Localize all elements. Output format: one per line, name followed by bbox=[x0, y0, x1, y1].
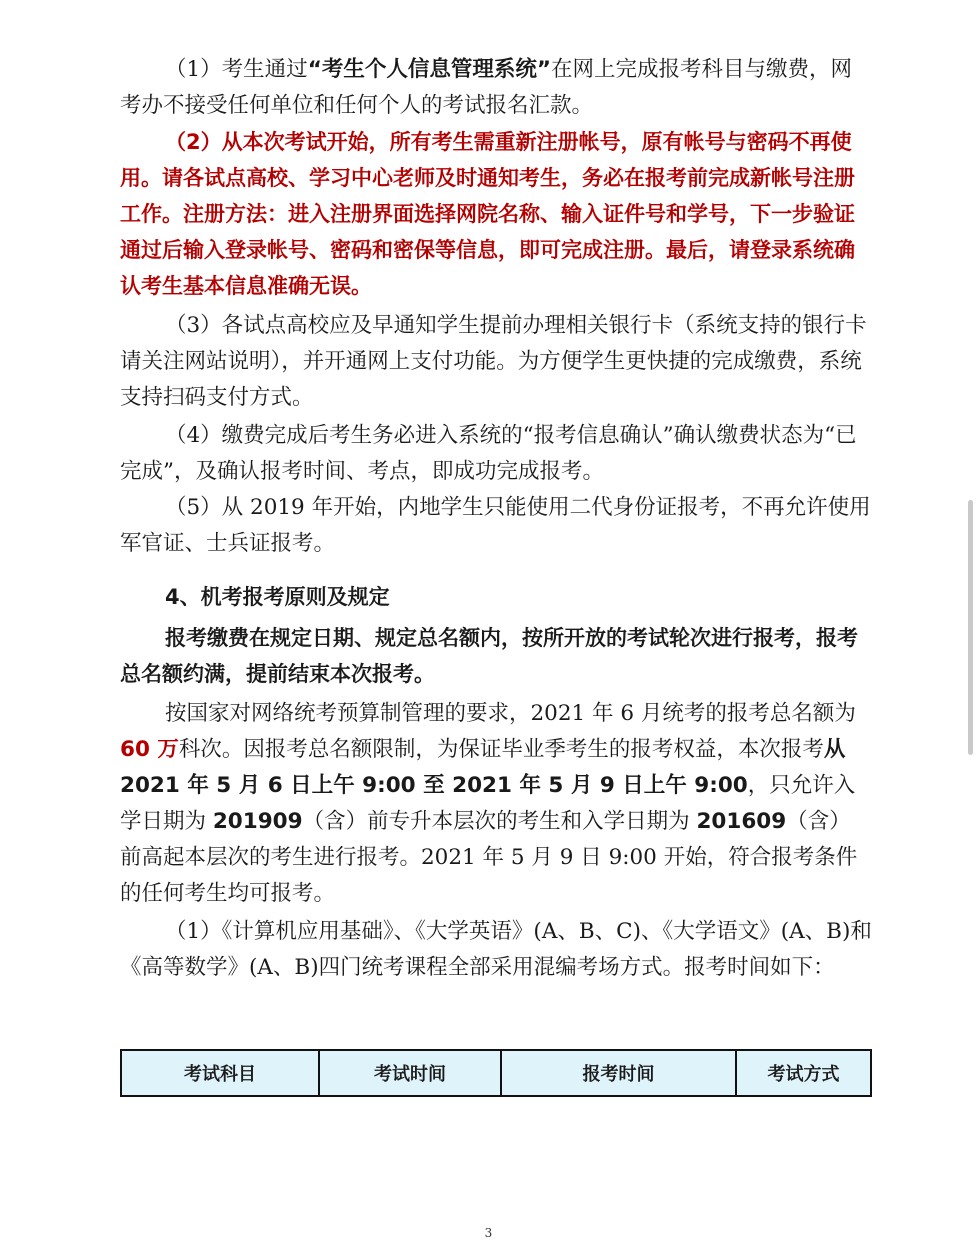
paragraph-8: （1）《计算机应用基础》、《大学英语》(A、B、C)、《大学语文》(A、B)和《高等数学》(A、B)四门统考课程全部采用混编考场方式。报考时间如下： bbox=[120, 919, 872, 980]
paragraph-4: （4）缴费完成后考生务必进入系统的“报考信息确认”确认缴费状态为“已完成”，及确认报考时间、考点，即成功完成报考。 bbox=[120, 423, 857, 484]
paragraph-7: 按国家对网络统考预算制管理的要求，2021 年 6 月统考的报考总名额为 60 万科次。因报考总名额限制，为保证毕业季考生的报考权益，本次报考从 2021 年 5 月 6 日上午 9:00 至 2021 年 5 月 9 日上午 9:00，只允许入学日期为 201909（含）前专升本层次的考生和入学日期为 201609（含）前高起本层次的考生进行报考。2021 年 5 月 9 日 9:00 开始，符合报考条件的任何考生均可报考。 bbox=[120, 701, 858, 906]
header-cell-register-time: 报考时间 bbox=[501, 1050, 736, 1096]
section-heading: 4、机考报考原则及规定 bbox=[165, 585, 390, 609]
header-cell-exam-method: 考试方式 bbox=[736, 1050, 871, 1096]
paragraph-3: （3）各试点高校应及早通知学生提前办理相关银行卡（系统支持的银行卡请关注网站说明），并开通网上支付功能。为方便学生更快捷的完成缴费，系统支持扫码支付方式。 bbox=[120, 313, 867, 410]
paragraph-5: （5）从 2019 年开始，内地学生只能使用二代身份证报考，不再允许使用军官证、士兵证报考。 bbox=[120, 495, 871, 556]
header-cell-subject: 考试科目 bbox=[121, 1050, 319, 1096]
enroll-date-1: 201909 bbox=[212, 809, 303, 834]
registration-period: 从 2021 年 5 月 6 日上午 9:00 至 2021 年 5 月 9 日上午 9:00 bbox=[120, 737, 846, 798]
enroll-date-2: 201609 bbox=[696, 809, 787, 834]
paragraph-1: （1）考生通过“考生个人信息管理系统”在网上完成报考科目与缴费，网考办不接受任何单位和任何个人的考试报名汇款。 bbox=[120, 57, 852, 118]
header-cell-exam-time: 考试时间 bbox=[319, 1050, 501, 1096]
page-number: 3 bbox=[484, 1226, 493, 1240]
system-name: “考生个人信息管理系统” bbox=[307, 57, 551, 82]
paragraph-2-notice: （2）从本次考试开始，所有考生需重新注册帐号，原有帐号与密码不再使用。请各试点高校、学习中心老师及时通知考生，务必在报考前完成新帐号注册工作。注册方法：进入注册界面选择网院名称、输入证件号和学号，下一步验证通过后输入登录帐号、密码和密保等信息，即可完成注册。最后，请登录系统确认考生基本信息准确无误。 bbox=[120, 130, 855, 298]
exam-schedule-table bbox=[120, 1049, 872, 1097]
table-header-row bbox=[121, 1050, 871, 1096]
paragraph-6-rule: 报考缴费在规定日期、规定总名额内，按所开放的考试轮次进行报考，报考总名额约满，提前结束本次报考。 bbox=[120, 626, 858, 686]
scrollbar[interactable] bbox=[968, 500, 973, 755]
quota-value: 60 万 bbox=[120, 737, 179, 762]
